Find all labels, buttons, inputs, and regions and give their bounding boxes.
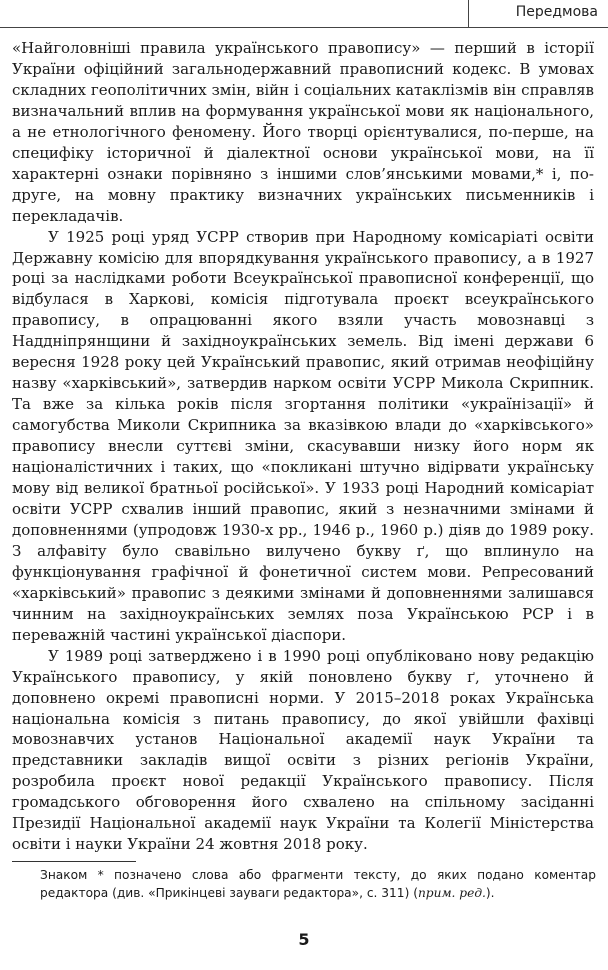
footnote [40,866,596,902]
header-divider [468,0,469,28]
body-text [12,38,594,855]
header-rule [0,27,608,28]
paragraph-1: «Найголовніші правила українського правопису» — перший в історії України офіційний загальнодержавний правописний кодекс. В умовах складних геополітичних змін, війн і соціальних катаклізмів він справляв визначальний вплив на формування української мови як національного, а не етнологічного феномену. Його творці орієнтувалися, по-перше, на специфіку історичної й діалектної основи української мови, на її характерні ознаки порівняно з іншими слов’янськими мовами,* і, по-друге, на мовну практику визначних українських письменників і перекладачів. [12,39,594,225]
running-header [0,0,608,30]
header-title: Передмова [515,4,598,20]
footnote-rule [12,861,136,862]
paragraph-3: У 1989 році затверджено і в 1990 році опубліковано нову редакцію Українського правопису, у якій поновлено букву ґ, уточнено й доповнено окремі правописні норми. У 2015–2018 роках Українська національна комісія з питань правопису, до якої увійшли фахівці мовознавчих установ Національної академії наук України та представники закладів вищої освіти з різних регіонів України, розробила проєкт нової редакції Українського правопису. Після громадського обговорення його схвалено на спільному засіданні Президії Національної академії наук України та Колегії Міністерства освіти і науки України 24 жовтня 2018 року. [12,646,594,854]
footnote-end: ). [485,886,495,900]
footnote-text: Знаком * позначено слова або фрагменти тексту, до яких подано коментар редактора (див. «Прикінцеві зауваги редактора», с. 311) ( [40,868,596,900]
footnote-italic: прим. ред. [417,886,486,900]
paragraph-2: У 1925 році уряд УСРР створив при Народному комісаріаті освіти Державну комісію для впорядкування українського правопису, а в 1927 році за наслідками роботи Всеукраїнської правописної конференції, що відбулася в Харкові, комісія підготувала проєкт всеукраїнського правопису, в опрацюванні якого взяли участь мовознавці з Наддніпрянщини й західноукраїнських земель. Від імені держави 6 вересня 1928 року цей Український правопис, який отримав неофіційну назву «харківський», затвердив нарком освіти УСРР Микола Скрипник. Та вже за кілька років після згортання політики «українізації» й самогубства Миколи Скрипника за вказівкою влади до «харківського» правопису внесли суттєві зміни, скасувавши низку його норм як націоналістичних і таких, що «покликані штучно відірвати українську мову від великої братньої російської». У 1933 році Народний комісаріат освіти УСРР схвалив інший правопис, який з незначними змінами й доповненнями (упродовж 1930-х рр., 1946 р., 1960 р.) діяв до 1989 року. З алфавіту було свавільно вилучено букву ґ, що вплинуло на функціонування графічної й фонетичної систем мови. Репресований «харківський» правопис з деякими змінами й доповненнями залишався чинним на західноукраїнських землях поза Українською РСР і в переважній частині української діаспори. [12,227,594,644]
page-number: 5 [298,930,310,949]
